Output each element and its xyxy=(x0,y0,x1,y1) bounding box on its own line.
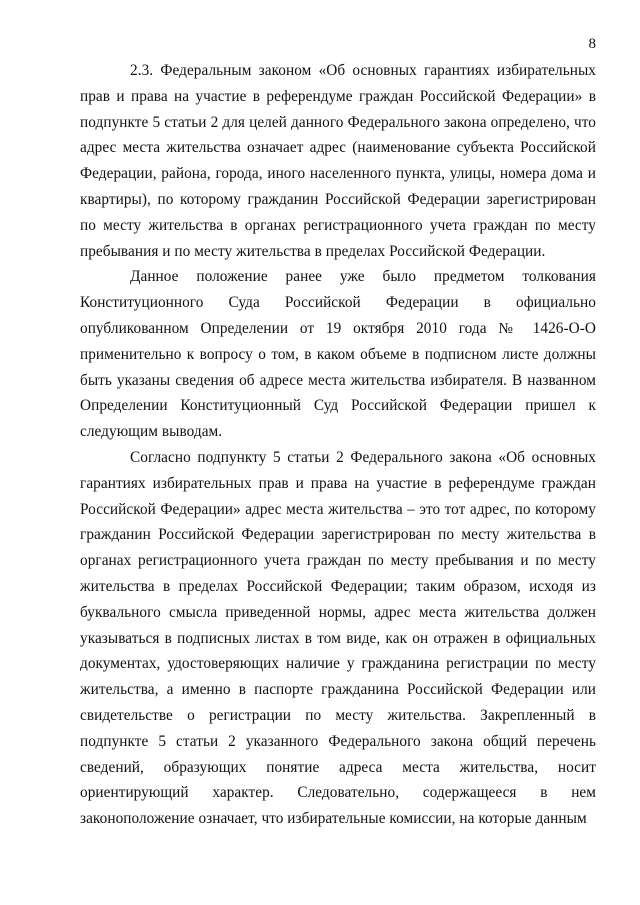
paragraph-2-3: 2.3. Федеральным законом «Об основных гарантиях избирательных прав и права на участие в референдуме граждан Российской Федерации» в подпункте 5 статьи 2 для целей данного Федерального закона определено, что адрес места жительства означает адрес (наименование субъекта Российской Федерации, района, города, иного населенного пункта, улицы, номера дома и квартиры), по которому гражданин Российской Федерации зарегистрирован по месту жительства в органах регистрационного учета граждан по месту пребывания и по месту жительства в пределах Российской Федерации. xyxy=(80,62,596,260)
document-body xyxy=(80,58,596,832)
paragraph-interpretation: Данное положение ранее уже было предметом толкования Конституционного Суда Российской Федерации в официально опубликованном Определении от 19 октября 2010 года № 1426-О-О применительно к вопросу о том, в каком объеме в подписном листе должны быть указаны сведения об адресе места жительства избирателя. В названном Определении Конституционный Суд Российской Федерации пришел к следующим выводам. xyxy=(80,268,596,441)
page-number: 8 xyxy=(588,36,596,52)
paragraph-conclusions: Согласно подпункту 5 статьи 2 Федерального закона «Об основных гарантиях избирательных прав и права на участие в референдуме граждан Российской Федерации» адрес места жительства – это тот адрес, по которому гражданин Российской Федерации зарегистрирован по месту жительства в органах регистрационного учета граждан по месту пребывания и по месту жительства в пределах Российской Федерации; таким образом, исходя из буквального смысла приведенной нормы, адрес места жительства должен указываться в подписных листах в том виде, как он отражен в официальных документах, удостоверяющих наличие у гражданина регистрации по месту жительства, а именно в паспорте гражданина Российской Федерации или свидетельстве о регистрации по месту жительства. Закрепленный в подпункте 5 статьи 2 указанного Федерального закона общий перечень сведений, образующих понятие адреса места жительства, носит ориентирующий характер. Следовательно, содержащееся в нем законоположение означает, что избирательные комиссии, на которые данным xyxy=(80,448,596,828)
